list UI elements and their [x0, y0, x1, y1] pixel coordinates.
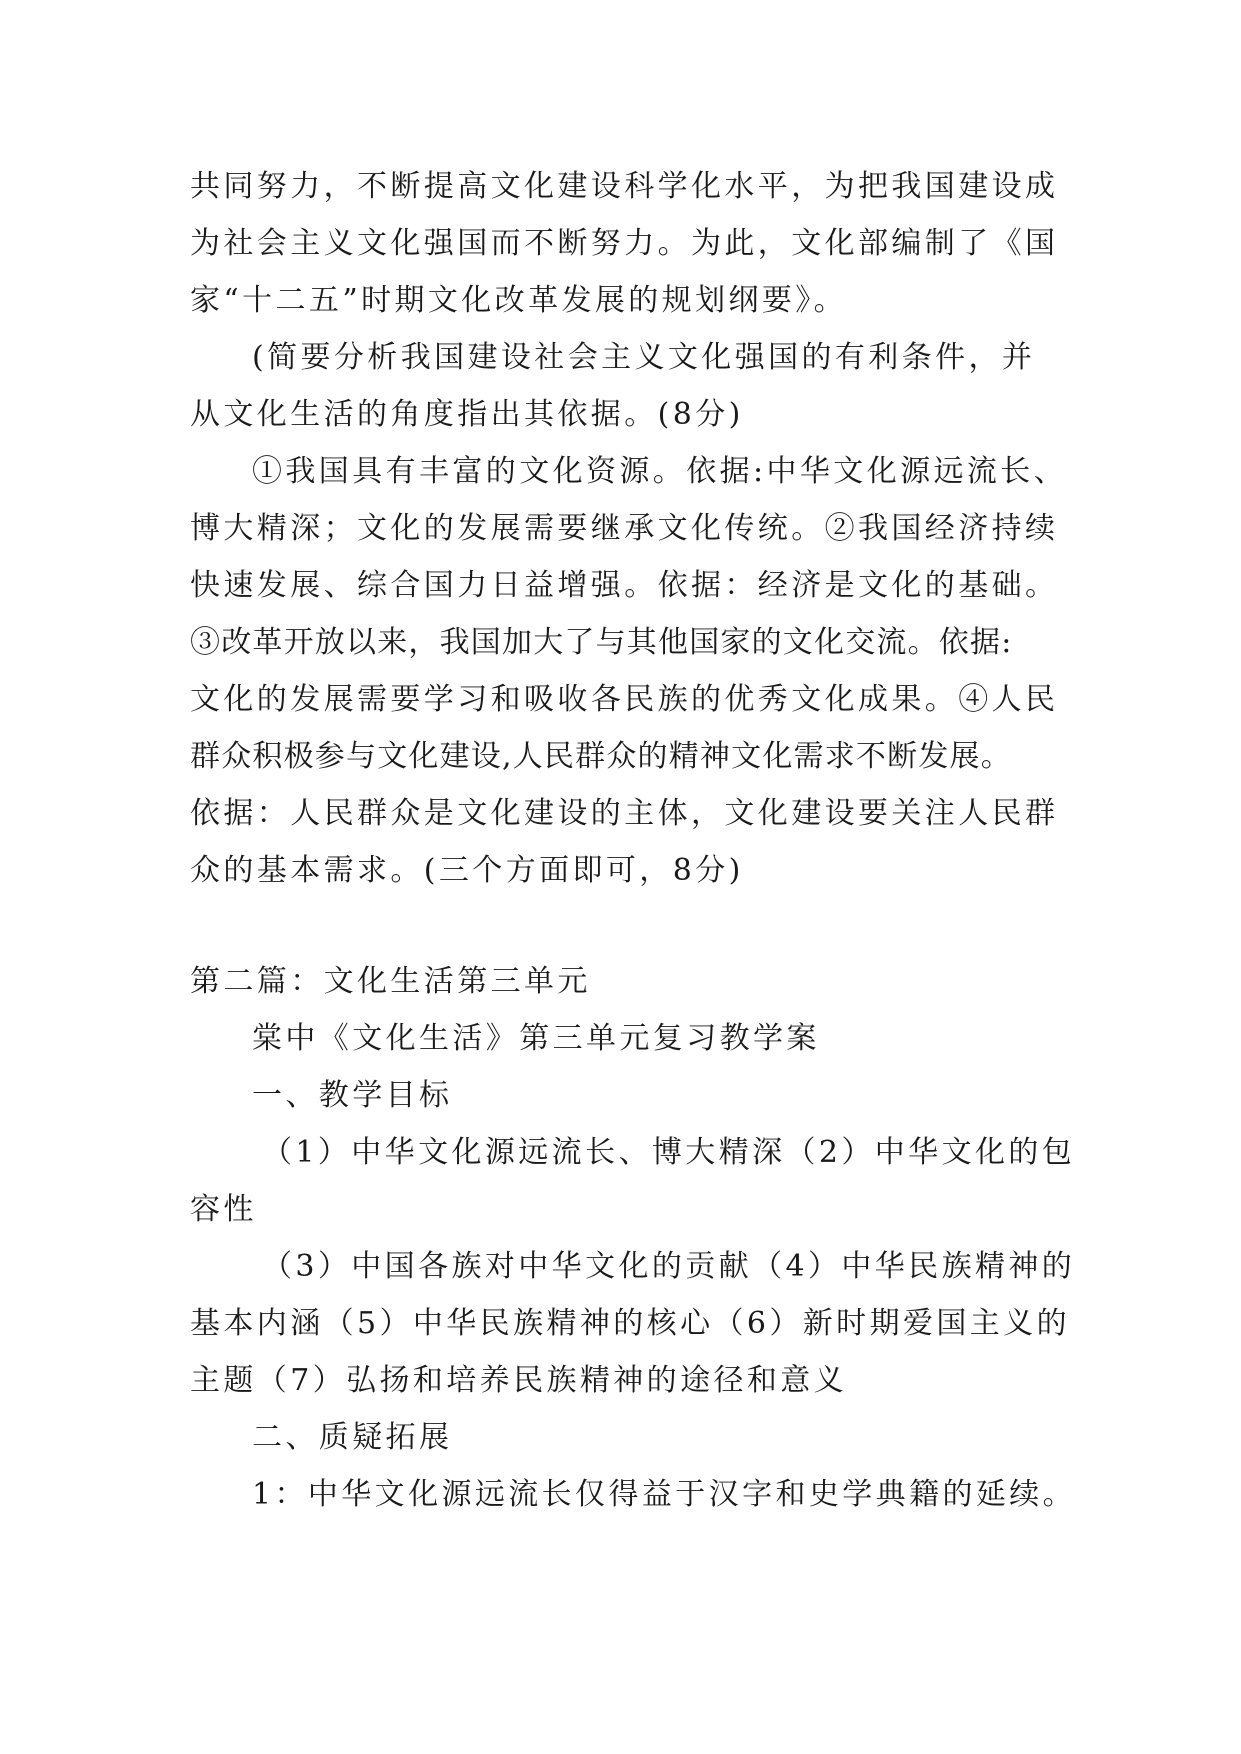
section-heading: 第二篇：文化生活第三单元 — [190, 964, 591, 999]
question-line: (简要分析我国建设社会主义文化强国的有利条件，并 — [252, 340, 1036, 375]
objective-line: （3）中国各族对中华文化的贡献（4）中华民族精神的 — [262, 1249, 1076, 1284]
section-subheading: 一、教学目标 — [252, 1078, 453, 1113]
objective-line: 容性 — [190, 1192, 257, 1227]
answer-line: 文化的发展需要学习和吸收各民族的优秀文化成果。④人民 — [190, 682, 1059, 717]
section-subheading: 二、质疑拓展 — [252, 1420, 453, 1455]
answer-line: 依据：人民群众是文化建设的主体，文化建设要关注人民群 — [190, 796, 1059, 831]
answer-line: 博大精深；文化的发展需要继承文化传统。②我国经济持续 — [190, 511, 1059, 546]
question-line: 从文化生活的角度指出其依据。(8分) — [190, 397, 744, 432]
paragraph-line: 家“十二五”时期文化改革发展的规划纲要》。 — [190, 283, 848, 318]
paragraph-line: 共同努力，不断提高文化建设科学化水平，为把我国建设成 — [190, 169, 1059, 204]
paragraph-line: 为社会主义文化强国而不断努力。为此，文化部编制了《国 — [190, 226, 1059, 261]
objective-line: （1）中华文化源远流长、博大精深（2）中华文化的包 — [262, 1135, 1076, 1170]
subsection-title: 棠中《文化生活》第三单元复习教学案 — [252, 1021, 820, 1056]
answer-line: 群众积极参与文化建设,人民群众的精神文化需求不断发展。 — [190, 739, 1012, 774]
answer-line: 众的基本需求。(三个方面即可，8分) — [190, 853, 744, 888]
objective-line: 主题（7）弘扬和培养民族精神的途径和意义 — [190, 1363, 848, 1398]
answer-line: ①我国具有丰富的文化资源。依据:中华文化源远流长、 — [252, 454, 1068, 489]
answer-line: ③改革开放以来，我国加大了与其他国家的文化交流。依据: — [190, 625, 1013, 660]
answer-line: 快速发展、综合国力日益增强。依据：经济是文化的基础。 — [190, 568, 1059, 603]
objective-line: 基本内涵（5）中华民族精神的核心（6）新时期爱国主义的 — [190, 1306, 1070, 1341]
question-line: 1：中华文化源远流长仅得益于汉字和史学典籍的延续。 — [252, 1477, 1077, 1512]
